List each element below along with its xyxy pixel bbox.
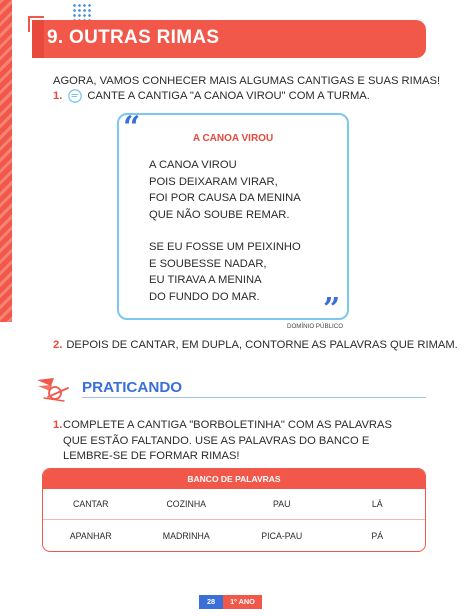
word-bank-word: COZINHA: [139, 489, 235, 520]
page-number: 28: [199, 595, 223, 609]
verse-line: DO FUNDO DO MAR.: [149, 290, 260, 303]
word-bank: [42, 468, 426, 552]
instruction-2-number: 2.: [53, 339, 63, 351]
exercise-1: [53, 418, 413, 465]
word-bank-word: PICA-PAU: [261, 530, 303, 541]
stanza-2: [149, 239, 301, 305]
grade-label: 1º ANO: [223, 595, 262, 609]
song-source: DOMÍNIO PÚBLICO: [287, 323, 344, 330]
practice-divider: [82, 397, 426, 398]
verse-line: E SOUBESSE NADAR,: [149, 257, 267, 270]
left-stripe-pattern: [0, 0, 12, 322]
speech-bubble-icon: [68, 89, 82, 103]
verse-line: SE EU FOSSE UM PEIXINHO: [149, 241, 301, 253]
word-bank-word: PÁ: [371, 530, 384, 541]
word-bank-word: APANHAR: [69, 530, 112, 541]
song-title: A CANOA VIROU: [192, 133, 274, 144]
verse-line: QUE NÃO SOUBE REMAR.: [149, 208, 290, 221]
word-bank-word: CANTAR: [43, 489, 139, 520]
open-quote-mark: “: [123, 110, 141, 145]
instruction-1-text: CANTE A CANTIGA "A CANOA VIROU" COM A TURMA.: [87, 90, 370, 102]
practice-title: PRATICANDO: [82, 379, 183, 396]
instruction-2: [53, 339, 458, 351]
exercise-1-number: 1.: [53, 419, 63, 431]
instruction-1-number: 1.: [53, 90, 63, 102]
section-corner-decoration: [28, 16, 44, 32]
bird-icon: [34, 374, 70, 404]
exercise-1-text: COMPLETE A CANTIGA "BORBOLETINHA" COM AS PALAVRAS QUE ESTÃO FALTANDO. USE AS PALAVRAS DO BANCO E LEMBRE-SE DE FORMAR RIMAS!: [63, 419, 392, 462]
dot-pattern-decoration: [72, 3, 92, 21]
verse-line: POIS DEIXARAM VIRAR,: [149, 175, 278, 188]
verse-line: A CANOA VIROU: [149, 159, 237, 171]
word-bank-grid: [43, 489, 425, 551]
intro-text: AGORA, VAMOS CONHECER MAIS ALGUMAS CANTIGAS E SUAS RIMAS!: [53, 75, 441, 87]
section-title: 9. OUTRAS RIMAS: [47, 27, 220, 48]
instruction-2-text: DEPOIS DE CANTAR, EM DUPLA, CONTORNE AS PALAVRAS QUE RIMAM.: [66, 339, 458, 351]
instruction-1: [53, 89, 370, 103]
close-quote-mark: ”: [323, 292, 341, 327]
page-footer: [199, 595, 262, 609]
word-bank-word: MADRINHA: [162, 530, 210, 541]
stanza-1: [149, 157, 301, 223]
word-bank-header: BANCO DE PALAVRAS: [43, 469, 425, 489]
verse-line: EU TIRAVA A MENINA: [149, 274, 262, 286]
verse-line: FOI POR CAUSA DA MENINA: [149, 192, 301, 204]
word-bank-word: PAU: [234, 489, 330, 520]
word-bank-word: LÁ: [330, 489, 426, 520]
